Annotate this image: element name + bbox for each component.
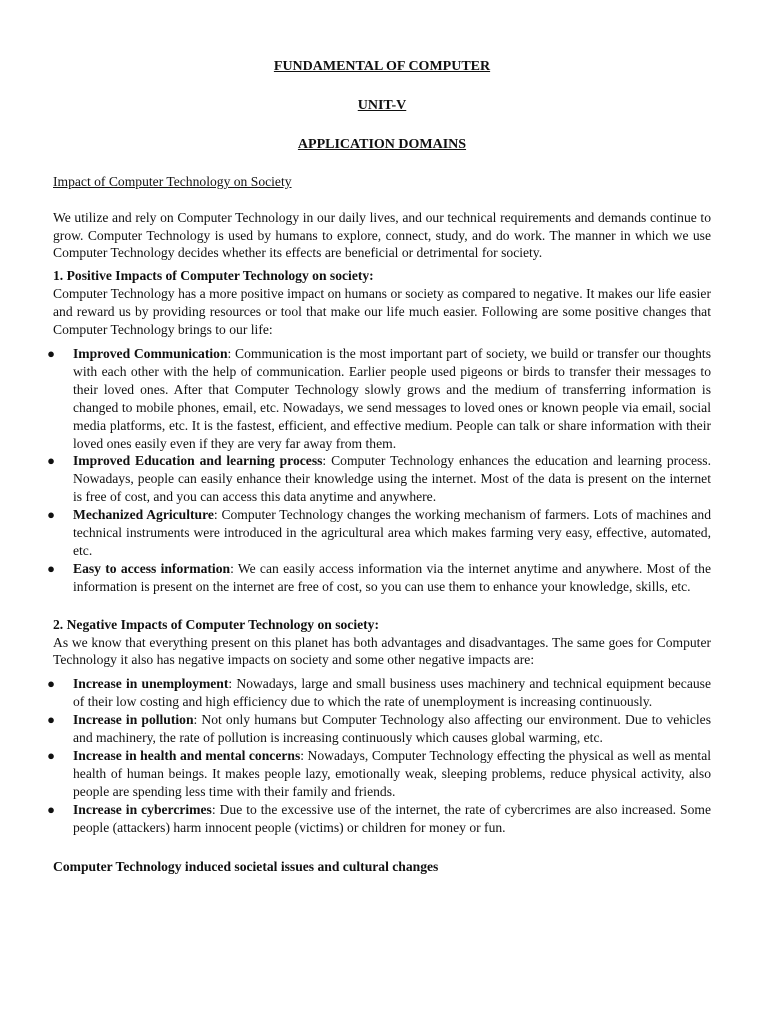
bullet-icon: ● xyxy=(47,453,55,469)
list-item xyxy=(47,560,711,596)
list-item-term: Improved Communication xyxy=(73,345,228,361)
list-item-text: : Nowadays, Computer Technology effecting the physical as well as mental health of human beings. It makes people lazy, emotionally weak, sleeping problems, reduce physical activity, also people are spending less time with their family and friends. xyxy=(73,748,712,799)
final-section-heading: Computer Technology induced societal issues and cultural changes xyxy=(53,858,439,874)
bullet-icon: ● xyxy=(47,345,55,361)
positive-impacts-intro: Computer Technology has a more positive impact on humans or society as compared to negative. It makes our life easier and reward us by providing resources or tool that make our life much easier. Following are some positive changes that Computer Technology brings to our life: xyxy=(53,286,711,338)
list-item xyxy=(47,675,711,711)
list-item-term: Easy to access information xyxy=(73,560,231,576)
list-item-text: : We can easily access information via the internet anytime and anywhere. Most of the information is present on the internet are free of cost, so you can use them to enhance your knowledge, skills, etc. xyxy=(73,560,711,594)
bullet-icon: ● xyxy=(47,748,55,763)
negative-impacts-heading: 2. Negative Impacts of Computer Technology on society: xyxy=(53,616,379,632)
list-item-term: Increase in pollution xyxy=(73,712,194,728)
list-item xyxy=(47,345,711,452)
list-item xyxy=(47,452,711,506)
list-item-term: Increase in cybercrimes xyxy=(73,801,212,817)
chapter-heading: APPLICATION DOMAINS xyxy=(297,136,467,152)
list-item-text: : Not only humans but Computer Technology also affecting our environment. Due to vehicles and machinery, the rate of pollution is increasing continuously which causes global warming, etc. xyxy=(73,712,712,746)
list-item-term: Increase in health and mental concerns xyxy=(73,748,301,763)
list-item-text: : Nowadays, large and small business uses machinery and technical equipment because of their low costing and high efficiency due to which the rate of unemployment is increasing continuously. xyxy=(73,676,711,710)
section-title: Impact of Computer Technology on Society xyxy=(53,173,292,189)
negative-impacts-list xyxy=(47,675,712,836)
list-item-term: Improved Education and learning process xyxy=(73,453,323,469)
bullet-icon: ● xyxy=(47,507,55,523)
bullet-icon: ● xyxy=(47,801,55,817)
list-item-text: : Due to the excessive use of the internet, the rate of cybercrimes are also increased. Some people (attackers) harm innocent people (victims) or children for money or fun. xyxy=(73,801,711,835)
list-item-term: Increase in unemployment xyxy=(73,676,229,692)
unit-label: UNIT-V xyxy=(357,97,407,113)
list-item xyxy=(47,747,712,801)
list-item-text: : Computer Technology enhances the education and learning process. Nowadays, people can easily enhance their knowledge using the internet. Most of the data is present on the internet is free of cost, and you can access this data anytime and anywhere. xyxy=(73,453,711,505)
bullet-icon: ● xyxy=(47,560,55,576)
document-title: FUNDAMENTAL OF COMPUTER xyxy=(273,59,491,74)
list-item xyxy=(47,711,712,747)
negative-impacts-intro: As we know that everything present on this planet has both advantages and disadvantages. The same goes for Computer Technology it also has negative impacts on society and some other negative impacts are: xyxy=(53,634,711,668)
positive-impacts-list xyxy=(47,345,711,596)
list-item-text: : Computer Technology changes the working mechanism of farmers. Lots of machines and technical instruments were introduced in the agricultural area which makes farming very easy, effective, automated, etc. xyxy=(73,507,711,558)
bullet-icon: ● xyxy=(47,712,55,728)
intro-paragraph: We utilize and rely on Computer Technology in our daily lives, and our technical requirements and demands continue to grow. Computer Technology is used by humans to explore, connect, study, and do work. The manner in which we use Computer Technology decides whether its effects are beneficial or detrimental for society. xyxy=(53,209,711,261)
list-item-text: : Communication is the most important part of society, we build or transfer our thoughts with each other with the help of communication. Earlier people used pigeons or birds to transfer their messages to their loved ones. After that Computer Technology slowly grows and the medium of transferring information is changed to mobile phones, email, etc. Nowadays, we send messages to loved ones or known people via email, social media platforms, etc. It is the fastest, efficient, and effective medium. People can talk or share information with their loved ones easily even if they are very far away from them. xyxy=(73,345,711,451)
bullet-icon: ● xyxy=(47,676,55,692)
list-item-term: Mechanized Agriculture xyxy=(73,507,214,523)
positive-impacts-heading: 1. Positive Impacts of Computer Technology on society: xyxy=(53,268,374,284)
list-item xyxy=(47,801,711,837)
list-item xyxy=(47,506,711,560)
